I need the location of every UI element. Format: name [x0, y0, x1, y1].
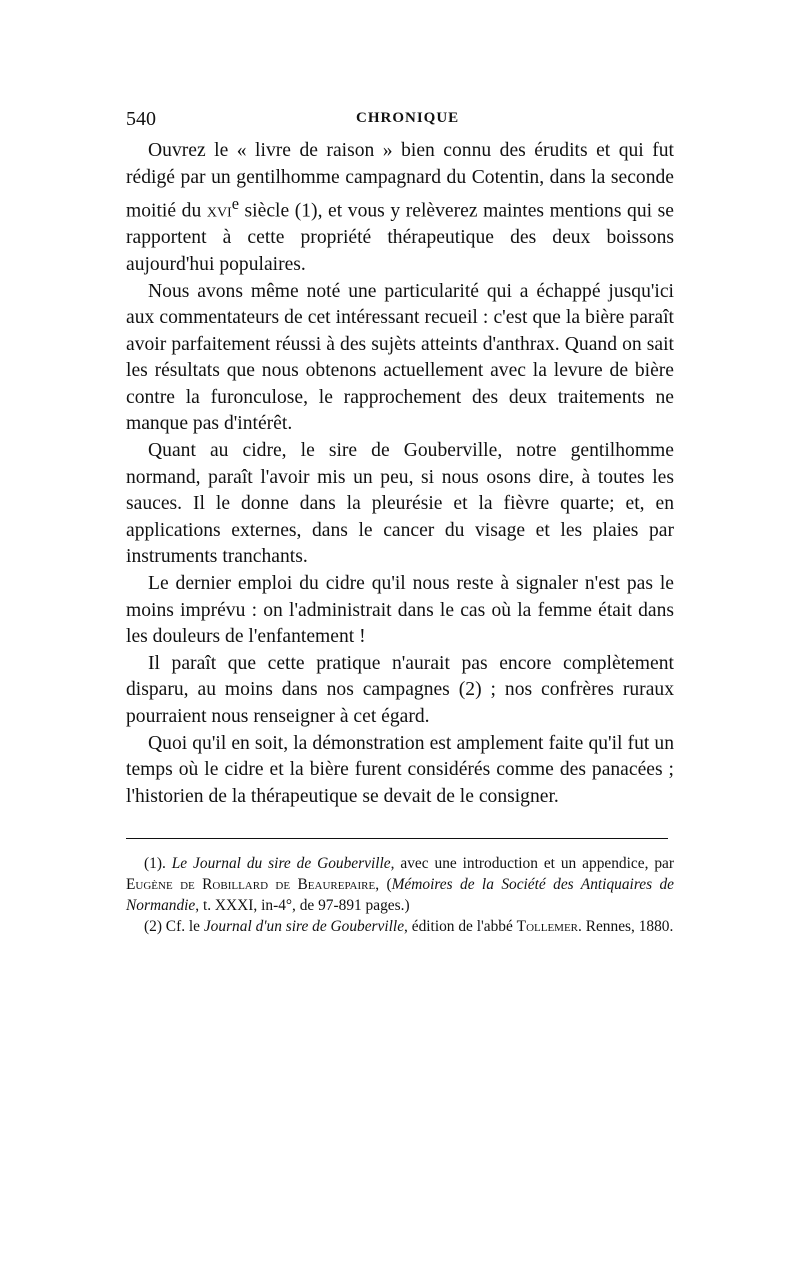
century-numeral: xvi: [206, 200, 232, 222]
footnote-2-author: Tollemer: [516, 918, 579, 936]
footnote-1-text-b: , (: [375, 876, 392, 894]
footnote-1: [126, 853, 674, 916]
footnote-2-text-b: , édition de l'abbé: [404, 918, 517, 936]
footnote-1-series: Mémoires de la Société des Antiquaires de Normandie: [126, 876, 674, 915]
paragraph-4: Le dernier emploi du cidre qu'il nous reste à signaler n'est pas le moins imprévu : on l'administrait dans le cas où la femme était dans les douleurs de l'enfantement !: [126, 573, 674, 648]
paragraph-3: Quant au cidre, le sire de Gouberville, notre gentilhomme normand, paraît l'avoir mis un peu, si nous osons dire, à toutes les sauces. Il le donne dans la pleurésie et la fièvre quarte; et, en applications externes, dans le cancer du visage et les plaies par instruments tranchants.: [126, 440, 674, 568]
paragraph-6: Quoi qu'il en soit, la démonstration est amplement faite qu'il fut un temps où le cidre et la bière furent considérés comme des panacées ; l'historien de la thérapeutique se devait de le consigner.: [126, 732, 674, 807]
paragraph-2: Nous avons même noté une particularité qui a échappé jusqu'ici aux commentateurs de cet intéressant recueil : c'est que la bière paraît avoir parfaitement réussi à des sujèts atteints d'anthrax. Quand on sait les résultats que nous obtenons actuellement avec la levure de bière contre la furonculose, le rapprochement des deux traitements ne manque pas d'intérêt.: [126, 280, 674, 435]
footnote-2-text-c: . Rennes, 1880.: [578, 918, 674, 936]
footnote-1-author: Eugène de Robillard de Beaurepaire: [126, 876, 376, 894]
footnote-1-text-c: , t. XXXI, in-4°, de 97-891 pages.): [195, 897, 410, 915]
paragraph-1-text-a: Ouvrez le « livre de raison » bien connu des érudits et qui fut rédigé par un gentilhomme campagnard du Cotentin, dans la seconde moitié du: [126, 140, 674, 222]
running-title: CHRONIQUE: [356, 110, 460, 126]
running-header: [126, 108, 674, 138]
footnote-2-marker: (2): [144, 918, 162, 936]
footnote-2: [126, 916, 674, 937]
paragraph-1: [126, 138, 674, 279]
footnote-1-title: Le Journal du sire de Gouberville: [171, 855, 391, 873]
footnote-2-title: Journal d'un sire de Gouberville: [203, 918, 405, 936]
book-page: [126, 108, 674, 937]
footnote-1-text-a: , avec une introduction et un appendice, par: [390, 855, 674, 873]
paragraph-5: Il paraît que cette pratique n'aurait pas encore complètement disparu, au moins dans nos campagnes (2) ; nos confrères ruraux pourraient nous renseigner à cet égard.: [126, 652, 674, 727]
paragraph-1-text-b: siècle (1), et vous y relèverez maintes mentions qui se rapportent à cette propriété thérapeutique des deux boissons aujourd'hui populaires.: [126, 200, 674, 275]
main-text: [126, 138, 674, 810]
footnote-separator: [126, 838, 668, 839]
footnote-1-marker: (1).: [144, 855, 166, 873]
page-number: 540: [126, 108, 156, 130]
footnote-2-text-a: Cf. le: [161, 918, 204, 936]
footnotes: [126, 853, 674, 937]
century-superscript: e: [231, 194, 239, 214]
